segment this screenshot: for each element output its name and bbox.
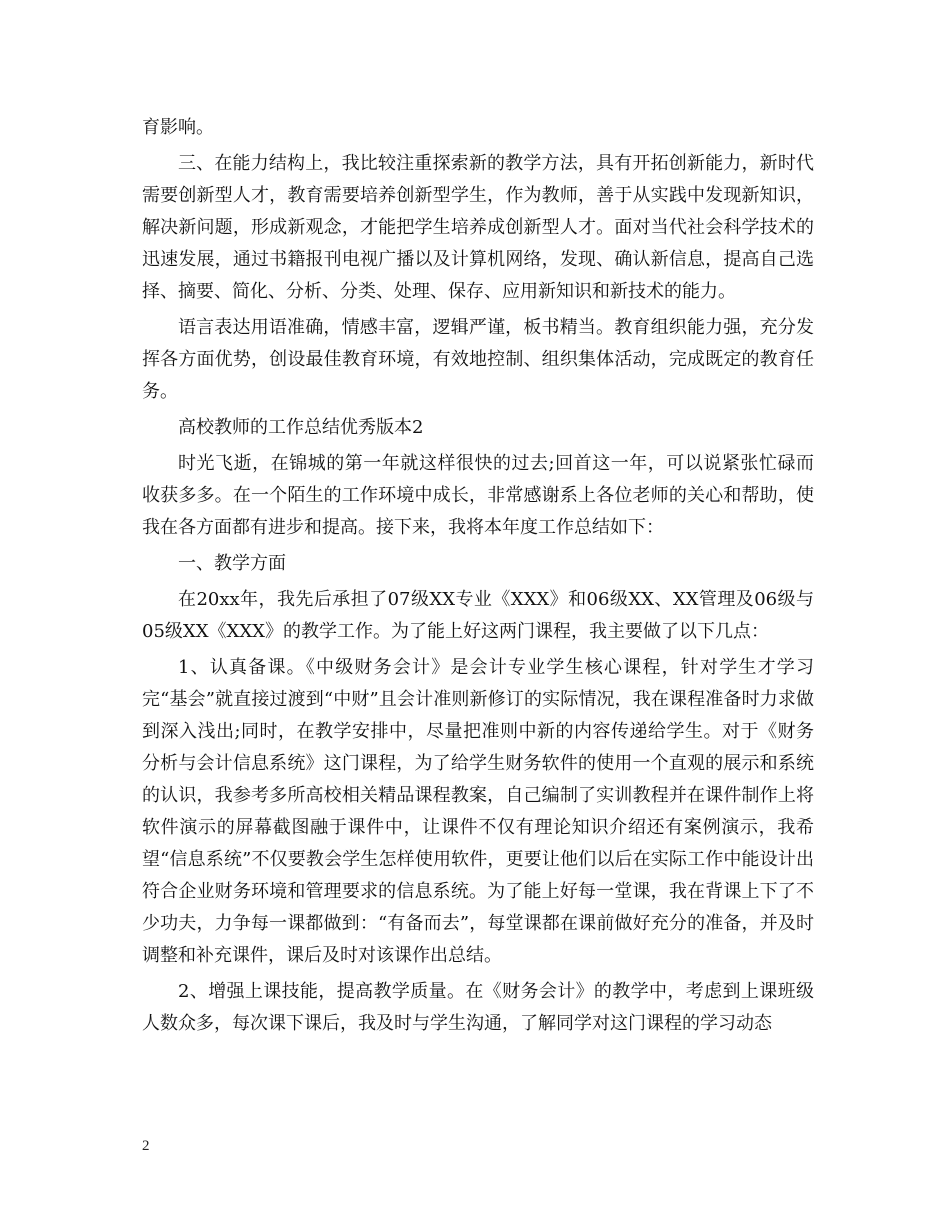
- paragraph-0: 育影响。: [142, 117, 214, 138]
- page-number: 2: [142, 1138, 150, 1154]
- document-body: [142, 112, 814, 1044]
- paragraph-8: 2、增强上课技能，提高教学质量。在《财务会计》的教学中，考虑到上课班级人数众多，每次课下课后，我及时与学生沟通，了解同学对这门课程的学习动态: [142, 981, 814, 1034]
- paragraph-7: 1、认真备课。《中级财务会计》是会计专业学生核心课程，针对学生才学习完“基会”就直接过渡到“中财”且会计准则新修订的实际情况，我在课程准备时力求做到深入浅出;同时，在教学安排中，尽量把准则中新的内容传递给学生。对于《财务分析与会计信息系统》这门课程，为了给学生财务软件的使用一个直观的展示和系统的认识，我参考多所高校相关精品课程教案，自己编制了实训教程并在课件制作上将软件演示的屏幕截图融于课件中，让课件不仅有理论知识介绍还有案例演示，我希望“信息系统”不仅要教会学生怎样使用软件，更要让他们以后在实际工作中能设计出符合企业财务环境和管理要求的信息系统。为了能上好每一堂课，我在背课上下了不少功夫，力争每一课都做到：“有备而去”，每堂课都在课前做好充分的准备，并及时调整和补充课件，课后及时对该课作出总结。: [142, 657, 814, 966]
- paragraph-6: 在20xx年，我先后承担了07级XX专业《XXX》和06级XX、XX管理及06级与05级XX《XXX》的教学工作。为了能上好这两门课程，我主要做了以下几点：: [142, 589, 814, 642]
- paragraph-4: 时光飞逝，在锦城的第一年就这样很快的过去;回首这一年，可以说紧张忙碌而收获多多。在一个陌生的工作环境中成长，非常感谢系上各位老师的关心和帮助，使我在各方面都有进步和提高。接下来，我将本年度工作总结如下：: [142, 453, 814, 538]
- paragraph-2: 语言表达用语准确，情感丰富，逻辑严谨，板书精当。教育组织能力强，充分发挥各方面优势，创设最佳教育环境，有效地控制、组织集体活动，完成既定的教育任务。: [142, 317, 814, 402]
- paragraph-1: 三、在能力结构上，我比较注重探索新的教学方法，具有开拓创新能力，新时代需要创新型人才，教育需要培养创新型学生，作为教师，善于从实践中发现新知识，解决新问题，形成新观念，才能把学生培养成创新型人才。面对当代社会科学技术的迅速发展，通过书籍报刊电视广播以及计算机网络，发现、确认新信息，提高自己选择、摘要、简化、分析、分类、处理、保存、应用新知识和新技术的能力。: [142, 153, 814, 302]
- section-heading: 高校教师的工作总结优秀版本2: [178, 417, 424, 438]
- subsection-heading: 一、教学方面: [178, 553, 286, 574]
